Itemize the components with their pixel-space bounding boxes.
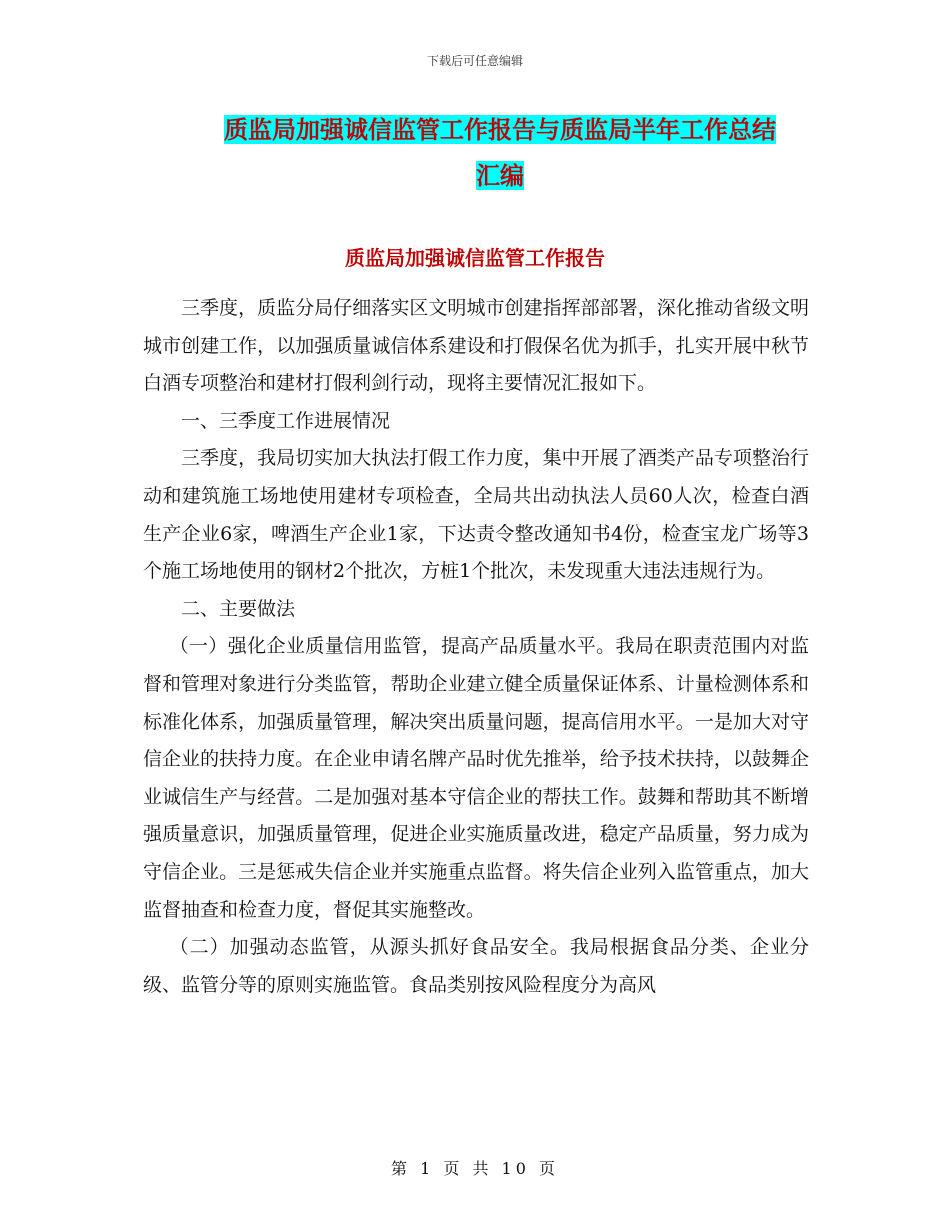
document-title	[140, 107, 860, 199]
header-note: 下载后可任意编辑	[426, 54, 523, 68]
document-title-line-2: 汇编	[476, 161, 524, 190]
paragraph-method-2: （二）加强动态监管，从源头抓好食品安全。我局根据食品分类、企业分级、监管分等的原则实施监管。食品类别按风险程度分为高风	[143, 936, 809, 996]
document-body	[143, 290, 809, 1004]
paragraph-intro: 三季度，质监分局仔细落实区文明城市创建指挥部部署，深化推动省级文明城市创建工作，以加强质量诚信体系建设和打假保名优为抓手，扎实开展中秋节白酒专项整治和建材打假利剑行动，现将主要情况汇报如下。	[143, 297, 809, 395]
paragraph-method-1: （一）强化企业质量信用监管，提高产品质量水平。我局在职责范围内对监督和管理对象进行分类监管，帮助企业建立健全质量保证体系、计量检测体系和标准化体系，加强质量管理，解决突出质量问题，提高信用水平。一是加大对守信企业的扶持力度。在企业申请名牌产品时优先推举，给予技术扶持，以鼓舞企业诚信生产与经营。二是加强对基本守信企业的帮扶工作。鼓舞和帮助其不断增强质量意识，加强质量管理，促进企业实施质量改进，稳定产品质量，努力成为守信企业。三是惩戒失信企业并实施重点监督。将失信企业列入监管重点，加大监督抽查和检查力度，督促其实施整改。	[143, 635, 809, 921]
heading-methods: 二、主要做法	[181, 597, 296, 620]
paragraph-progress: 三季度，我局切实加大执法打假工作力度，集中开展了酒类产品专项整治行动和建筑施工场地使用建材专项检查，全局共出动执法人员60人次，检查白酒生产企业6家，啤酒生产企业1家，下达责令整改通知书4份，检查宝龙广场等3个施工场地使用的钢材2个批次，方桩1个批次，未发现重大违法违规行为。	[143, 447, 809, 583]
page-number-footer: 第 1 页 共 10 页	[391, 1159, 559, 1178]
section-title: 质监局加强诚信监管工作报告	[345, 246, 605, 270]
heading-progress: 一、三季度工作进展情况	[181, 409, 391, 432]
document-title-line-1: 质监局加强诚信监管工作报告与质监局半年工作总结	[224, 115, 776, 144]
